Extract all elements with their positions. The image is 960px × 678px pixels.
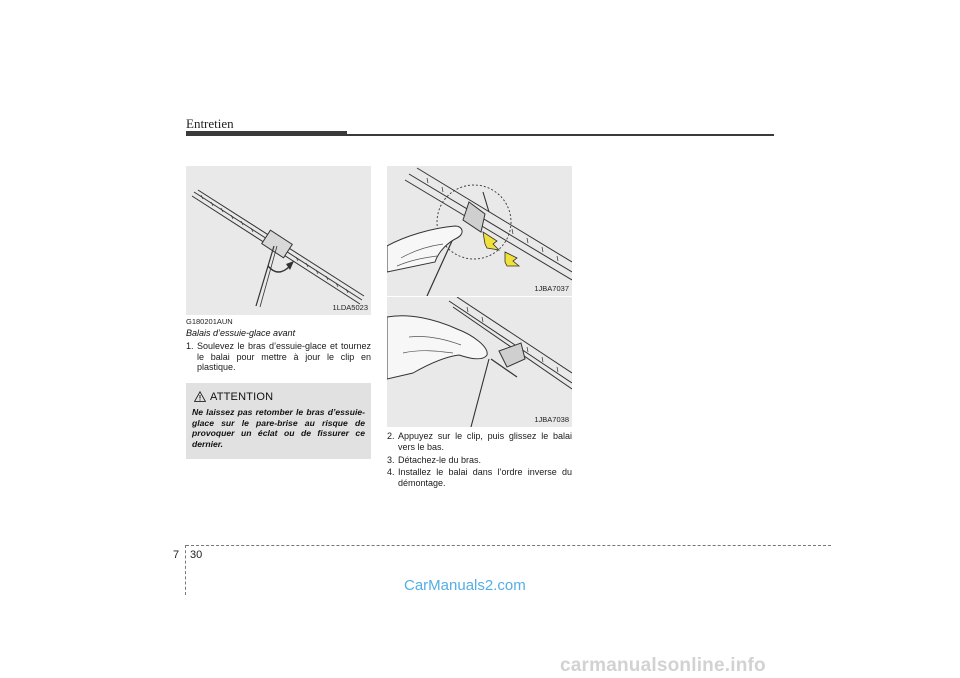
watermark-link[interactable]: CarManuals2.com [404, 577, 526, 594]
section-title: Balais d’essuie-glace avant [186, 328, 296, 338]
figure-code: 1JBA7037 [534, 284, 569, 293]
step-number: 3. [387, 455, 395, 465]
wiper-lift-illustration [186, 166, 371, 315]
step-number: 1. [186, 341, 194, 351]
detach-blade-illustration [387, 297, 572, 427]
attention-heading: ATTENTION [210, 391, 274, 403]
header-rule [347, 134, 774, 136]
figure-code: 1LDA5023 [332, 303, 368, 312]
step-2 [387, 431, 572, 452]
watermark-text: carmanualsonline.info [560, 655, 766, 676]
page-number: 30 [190, 549, 203, 561]
step-text: Appuyez sur le clip, puis glissez le balai vers le bas. [398, 431, 572, 452]
step-text: Soulevez le bras d’essuie-glace et tournez le balai pour mettre à jour le clip en plastique. [197, 341, 371, 372]
step-number: 2. [387, 431, 395, 441]
header-bar [186, 131, 347, 136]
figure-wiper-lift [186, 166, 371, 315]
attention-body: Ne laissez pas retomber le bras d’essuie-glace sur le pare-brise au risque de provoquer un éclat ou de fissurer ce dernier. [192, 407, 365, 449]
header-title: Entretien [186, 116, 234, 131]
step-3 [387, 455, 572, 466]
chapter-number: 7 [173, 549, 180, 561]
attention-box [186, 383, 371, 459]
step-1 [186, 341, 371, 373]
footer-divider [185, 545, 186, 595]
step-text: Installez le balai dans l’ordre inverse du démontage. [398, 467, 572, 488]
warning-triangle-icon [194, 391, 206, 402]
press-clip-illustration [387, 166, 572, 296]
figure-detach-blade [387, 297, 572, 427]
step-number: 4. [387, 467, 395, 477]
section-code: G180201AUN [186, 317, 233, 326]
footer-rule [186, 545, 831, 546]
figure-press-clip [387, 166, 572, 296]
step-4 [387, 467, 572, 488]
figure-code: 1JBA7038 [534, 415, 569, 424]
step-text: Détachez-le du bras. [398, 455, 482, 465]
